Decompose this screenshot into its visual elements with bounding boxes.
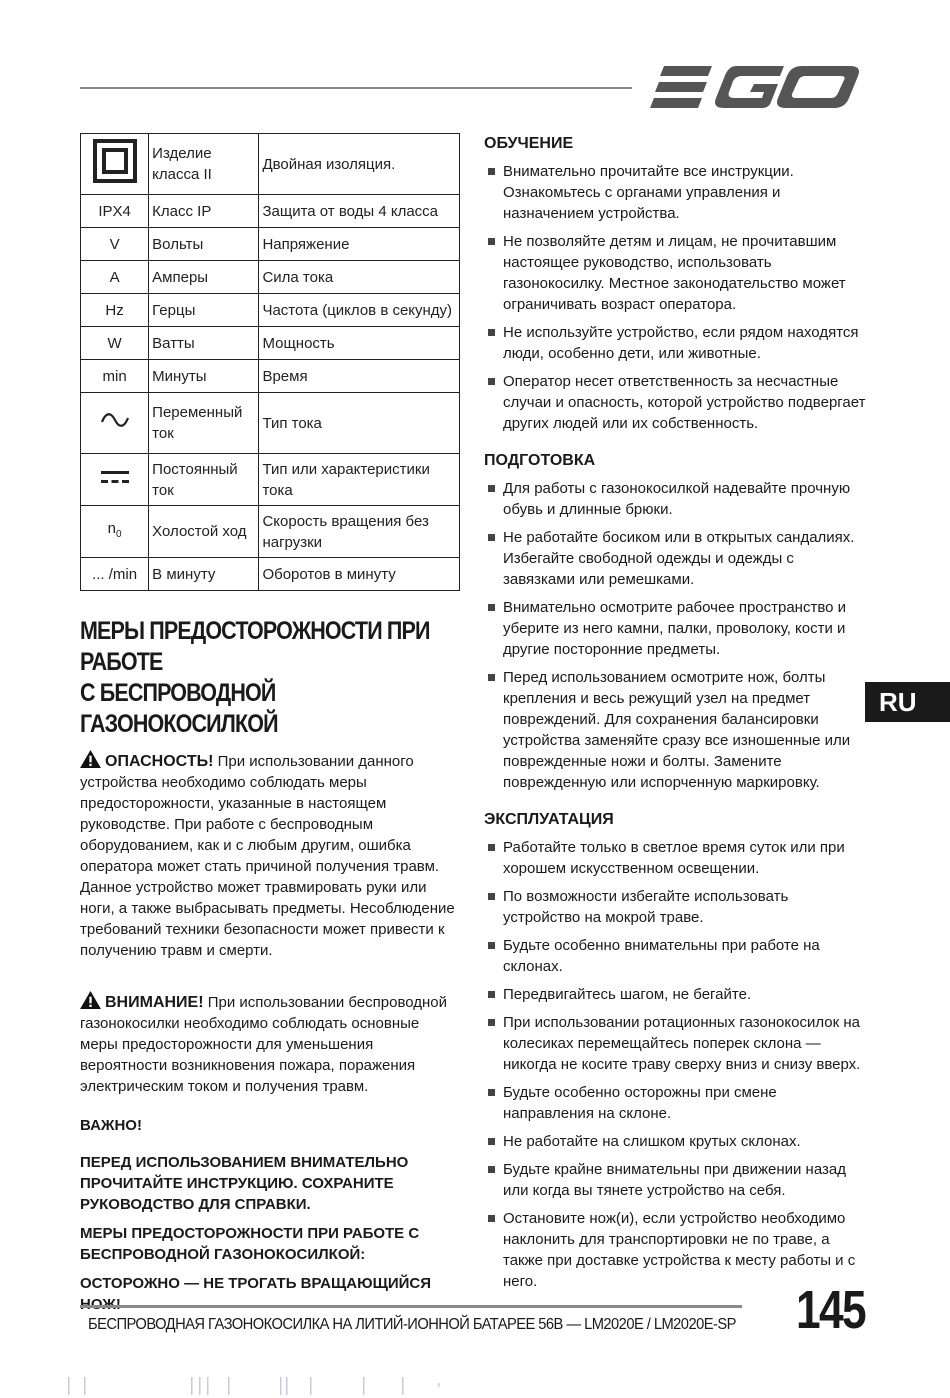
symbol-name: Холостой ход bbox=[149, 506, 259, 558]
symbol-code: Hz bbox=[81, 294, 149, 327]
no-load-speed-symbol bbox=[81, 506, 149, 558]
list-item: Работайте только в светлое время суток или при хорошем искусственном освещении. bbox=[484, 837, 869, 879]
table-row bbox=[81, 134, 460, 195]
list-item: Не используйте устройство, если рядом находятся люди, особенно дети, или животные. bbox=[484, 322, 869, 364]
symbol-meaning: Сила тока bbox=[259, 261, 460, 294]
symbol-name: Минуты bbox=[149, 360, 259, 393]
table-row bbox=[81, 360, 460, 393]
warning-label: ВНИМАНИЕ! bbox=[105, 994, 204, 1011]
table-row bbox=[81, 195, 460, 228]
symbol-meaning: Защита от воды 4 класса bbox=[259, 195, 460, 228]
read-instructions-notice: ПЕРЕД ИСПОЛЬЗОВАНИЕМ ВНИМАТЕЛЬНО ПРОЧИТАЙТЕ ИНСТРУКЦИЮ. СОХРАНИТЕ РУКОВОДСТВО ДЛЯ СПРАВКИ. bbox=[80, 1154, 409, 1213]
danger-text: При использовании данного устройства необходимо соблюдать меры предосторожности, указанные в настоящем руководстве. При работе с беспроводным оборудованием, как и с любым другим, ошибка оператора может стать причиной получения травм. Данное устройство может травмировать руки или ноги, а также выбрасывать предметы. Несоблюдение требований техники безопасности может привести к получению травм и смерти. bbox=[80, 753, 455, 959]
table-row bbox=[81, 228, 460, 261]
symbol-name: Переменный ток bbox=[149, 393, 259, 454]
section-title bbox=[80, 616, 458, 740]
symbol-name: В минуту bbox=[149, 558, 259, 591]
symbol-name: Класс IP bbox=[149, 195, 259, 228]
list-item: Остановите нож(и), если устройство необходимо наклонить для транспортировки не по траве, а также при доставке устройства к месту работы и с него. bbox=[484, 1208, 869, 1292]
symbol-meaning: Оборотов в минуту bbox=[259, 558, 460, 591]
table-row bbox=[81, 393, 460, 454]
table-row bbox=[81, 558, 460, 591]
header-rule bbox=[80, 87, 632, 89]
table-row bbox=[81, 327, 460, 360]
list-item: Оператор несет ответственность за несчастные случаи и опасность, которой устройство подвергает других людей или их собственность. bbox=[484, 371, 869, 434]
list-item: Не работайте босиком или в открытых сандалиях. Избегайте свободной одежды и одежды с завязками или ремешками. bbox=[484, 527, 869, 590]
symbol-code: IPX4 bbox=[81, 195, 149, 228]
class-ii-icon bbox=[92, 138, 138, 184]
symbol-name: Амперы bbox=[149, 261, 259, 294]
footer-title: БЕСПРОВОДНАЯ ГАЗОНОКОСИЛКА НА ЛИТИЙ-ИОННОЙ БАТАРЕЕ 56В — LM2020E / LM2020E-SP bbox=[88, 1316, 736, 1333]
list-item: Внимательно осмотрите рабочее пространство и уберите из него камни, палки, проволоку, кости и другие посторонние предметы. bbox=[484, 597, 869, 660]
list-item: При использовании ротационных газонокосилок на колесиках перемещайтесь поперек склона — никогда не косите траву сверху вниз и снизу вверх. bbox=[484, 1012, 869, 1075]
symbol-meaning: Тип или характеристики тока bbox=[259, 454, 460, 506]
rules-column bbox=[484, 133, 869, 1299]
warning-triangle-icon bbox=[80, 750, 101, 768]
symbol-meaning: Частота (циклов в секунду) bbox=[259, 294, 460, 327]
table-row bbox=[81, 261, 460, 294]
training-heading: ОБУЧЕНИЕ bbox=[484, 135, 574, 152]
scan-artifact-marks bbox=[60, 1375, 480, 1397]
table-row bbox=[81, 506, 460, 558]
list-item: Передвигайтесь шагом, не бегайте. bbox=[484, 984, 869, 1005]
list-item: По возможности избегайте использовать устройство на мокрой траве. bbox=[484, 886, 869, 928]
dc-symbol bbox=[81, 454, 149, 506]
symbol-name: Изделие класса II bbox=[149, 134, 259, 195]
symbol-code: A bbox=[81, 261, 149, 294]
list-item: Будьте крайне внимательны при движении назад или когда вы тянете устройство на себя. bbox=[484, 1159, 869, 1201]
list-item: Внимательно прочитайте все инструкции. Ознакомьтесь с органами управления и назначением устройства. bbox=[484, 161, 869, 224]
footer-rule bbox=[80, 1305, 742, 1308]
class-ii-symbol bbox=[81, 134, 149, 195]
symbol-name: Герцы bbox=[149, 294, 259, 327]
symbol-code: ... /min bbox=[81, 558, 149, 591]
symbol-code: min bbox=[81, 360, 149, 393]
table-row bbox=[81, 454, 460, 506]
ego-logo bbox=[650, 62, 862, 114]
list-item: Для работы с газонокосилкой надевайте прочную обувь и длинные брюки. bbox=[484, 478, 869, 520]
precautions-heading: МЕРЫ ПРЕДОСТОРОЖНОСТИ ПРИ РАБОТЕ С БЕСПРОВОДНОЙ ГАЗОНОКОСИЛКОЙ: bbox=[80, 1225, 420, 1263]
symbol-meaning: Напряжение bbox=[259, 228, 460, 261]
language-tab: RU bbox=[865, 682, 950, 722]
list-item: Не позволяйте детям и лицам, не прочитавшим настоящее руководство, использовать газонокосилку. Местное законодательство может ограничивать возраст оператора. bbox=[484, 231, 869, 315]
ac-symbol bbox=[81, 393, 149, 454]
table-row bbox=[81, 294, 460, 327]
section-title-line: МЕРЫ ПРЕДОСТОРОЖНОСТИ ПРИ РАБОТЕ bbox=[80, 617, 430, 676]
section-title-line: С БЕСПРОВОДНОЙ ГАЗОНОКОСИЛКОЙ bbox=[80, 679, 278, 738]
symbol-table bbox=[80, 133, 460, 591]
direct-current-icon bbox=[100, 469, 130, 485]
symbol-code: V bbox=[81, 228, 149, 261]
list-item: Будьте особенно внимательны при работе на склонах. bbox=[484, 935, 869, 977]
symbol-meaning: Двойная изоляция. bbox=[259, 134, 460, 195]
symbol-code: W bbox=[81, 327, 149, 360]
symbol-name: Вольты bbox=[149, 228, 259, 261]
warning-triangle-icon bbox=[80, 991, 101, 1009]
preparation-heading: ПОДГОТОВКА bbox=[484, 452, 596, 469]
symbol-subscript: 0 bbox=[115, 529, 122, 540]
page-number: 145 bbox=[796, 1280, 865, 1340]
list-item: Будьте особенно осторожны при смене направления на склоне. bbox=[484, 1082, 869, 1124]
list-item: Перед использованием осмотрите нож, болты крепления и весь режущий узел на предмет повреждений. Для сохранения балансировки устройства заменяйте сразу все изношенные или поврежденные ножи и болты. Замените поврежденную или испорченную маркировку. bbox=[484, 667, 869, 793]
list-item: Не работайте на слишком крутых склонах. bbox=[484, 1131, 869, 1152]
symbol-meaning: Тип тока bbox=[259, 393, 460, 454]
operation-heading: ЭКСПЛУАТАЦИЯ bbox=[484, 811, 614, 828]
symbol-meaning: Время bbox=[259, 360, 460, 393]
symbol-meaning: Скорость вращения без нагрузки bbox=[259, 506, 460, 558]
preparation-list bbox=[484, 478, 869, 793]
alternating-current-icon bbox=[100, 411, 130, 429]
symbol-name: Ватты bbox=[149, 327, 259, 360]
blade-caution: ОСТОРОЖНО — НЕ ТРОГАТЬ ВРАЩАЮЩИЙСЯ bbox=[80, 1275, 432, 1292]
warning-text: При использовании беспроводной газонокосилки необходимо соблюдать основные меры предосторожности для уменьшения вероятности возникновения пожара, поражения электрическим током и получения травм. bbox=[80, 994, 448, 1095]
danger-paragraph bbox=[80, 750, 460, 961]
safety-section bbox=[80, 616, 460, 1323]
training-list bbox=[484, 161, 869, 434]
danger-label: ОПАСНОСТЬ! bbox=[105, 753, 214, 770]
operation-list bbox=[484, 837, 869, 1292]
symbol-n: n bbox=[107, 520, 116, 537]
warning-paragraph bbox=[80, 991, 460, 1097]
important-label: ВАЖНО! bbox=[80, 1117, 142, 1134]
symbol-meaning: Мощность bbox=[259, 327, 460, 360]
symbol-name: Постоянный ток bbox=[149, 454, 259, 506]
